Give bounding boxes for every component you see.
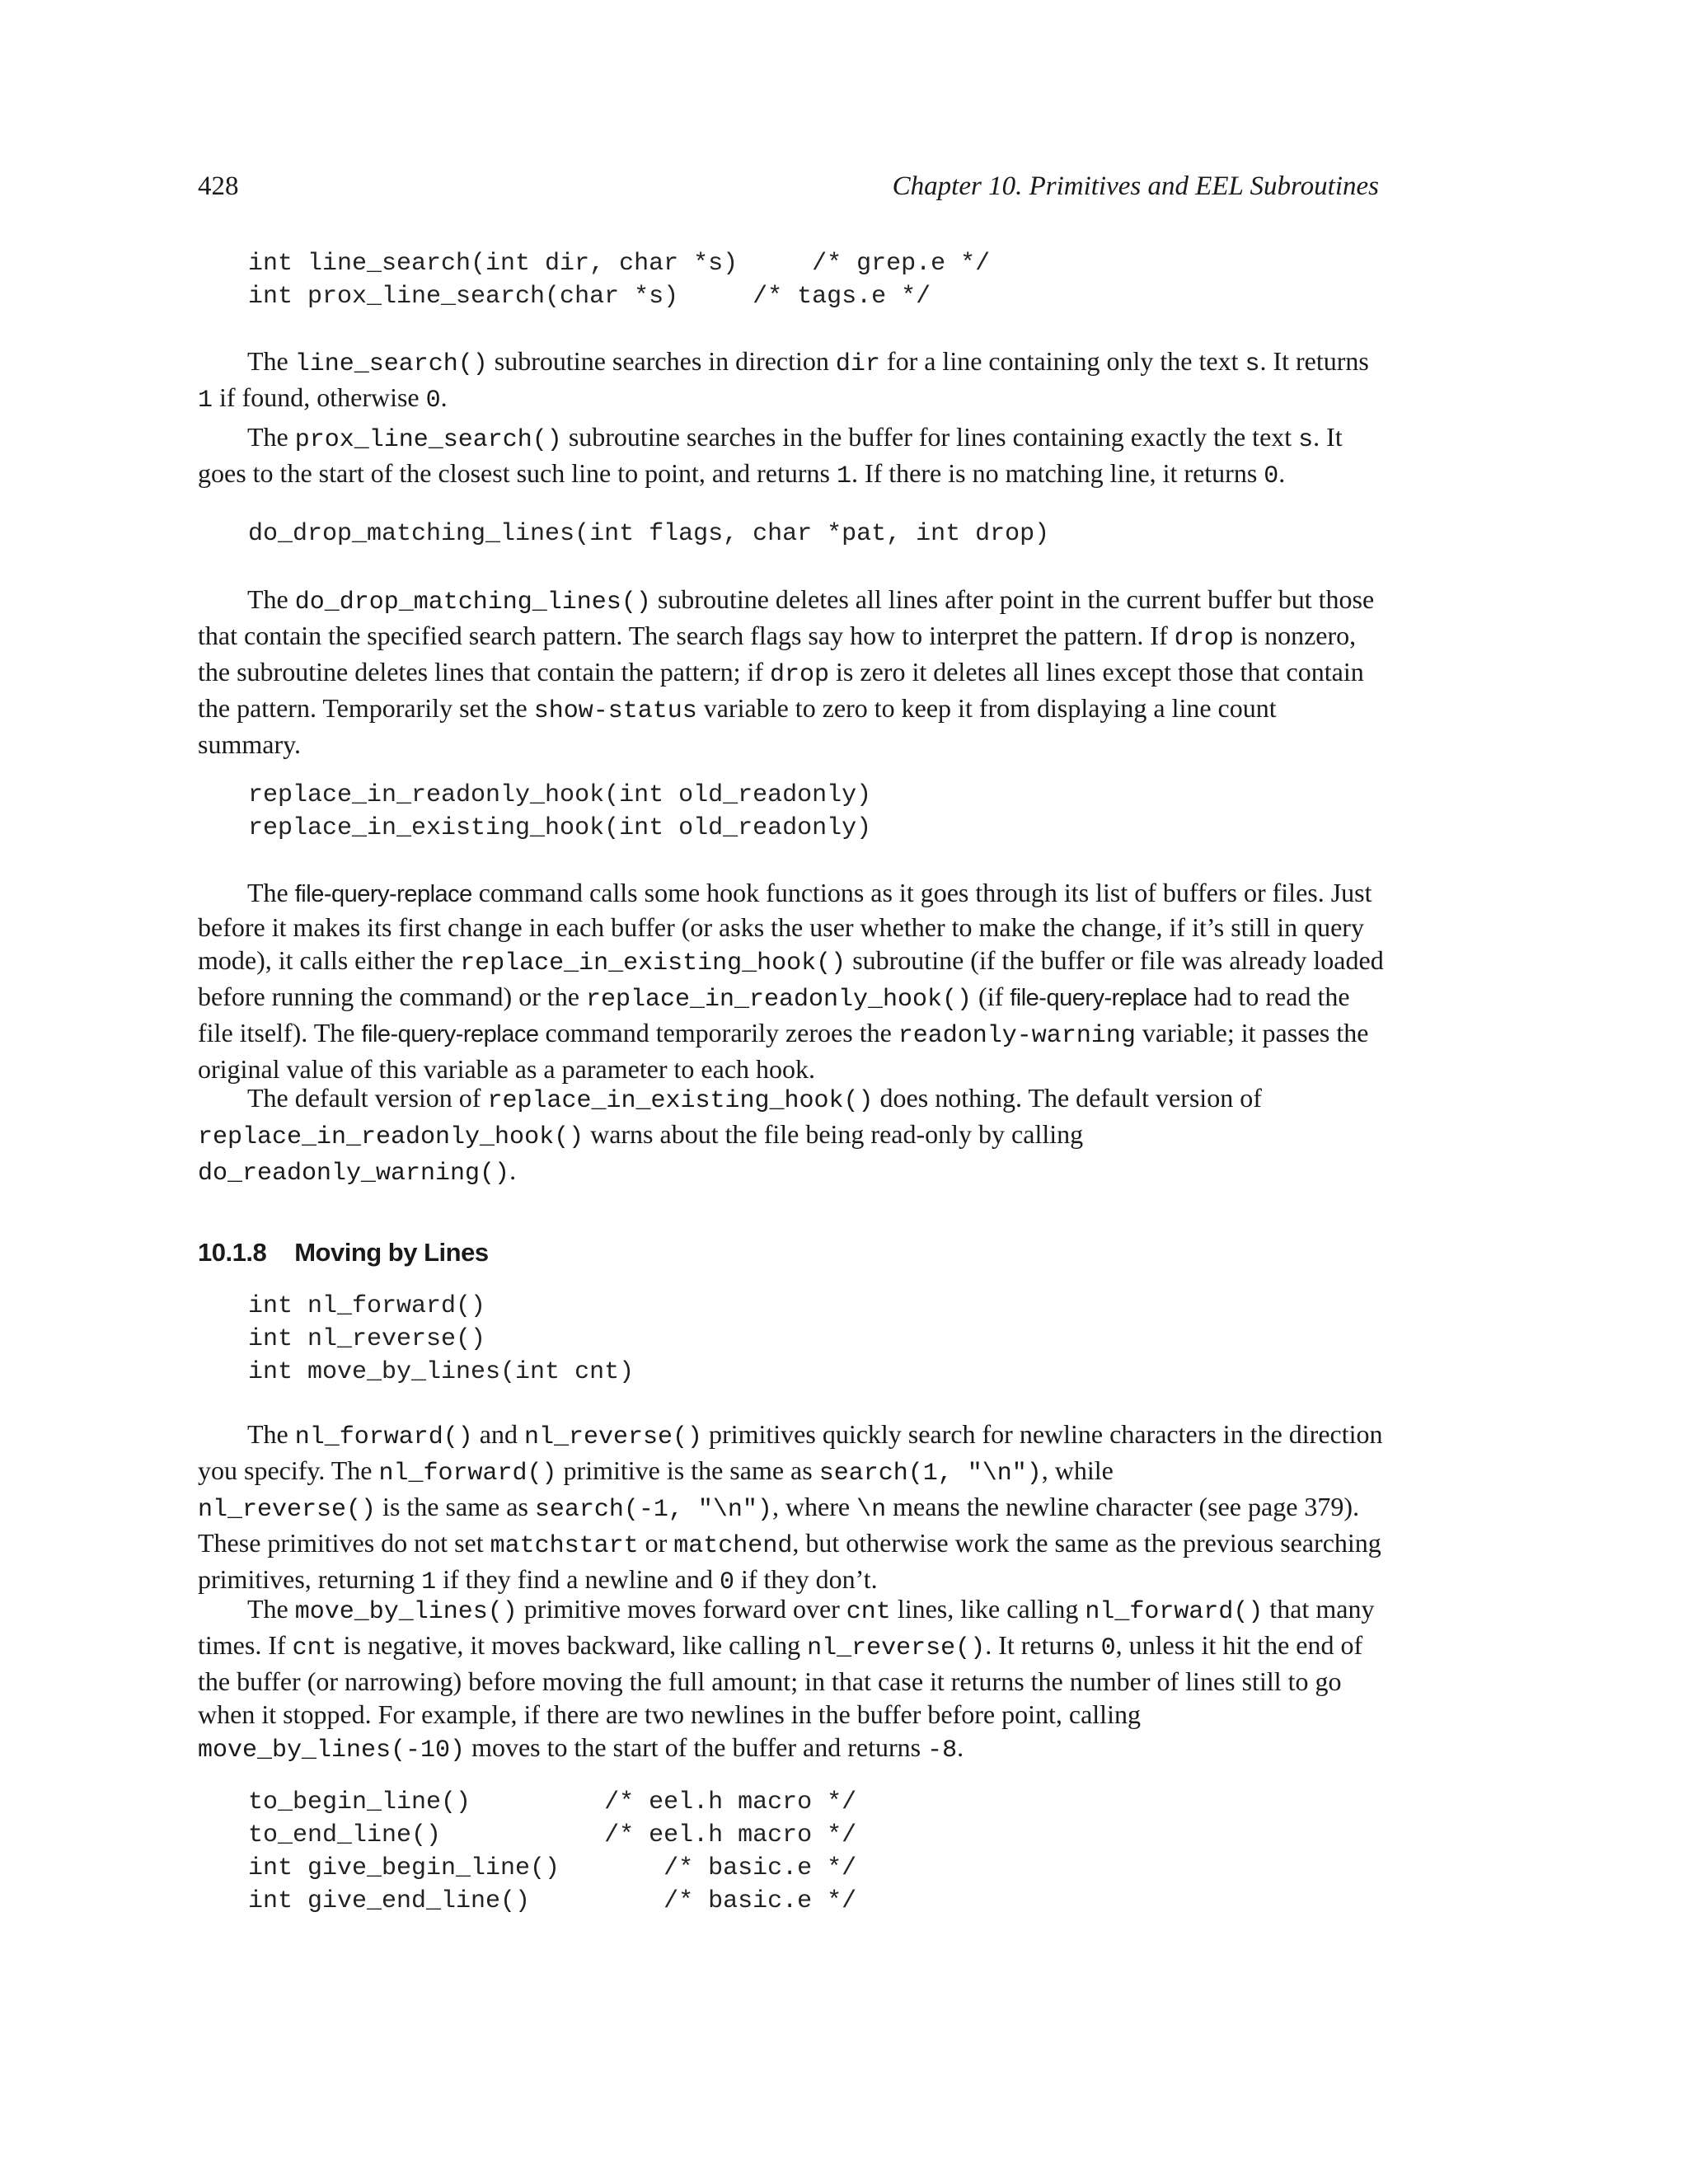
section-heading xyxy=(198,1236,489,1269)
paragraph-move-by-lines: The move_by_lines() primitive moves forward over cnt lines, like calling nl_forward() that many times. If cnt is negative, it moves backward, like calling nl_reverse(). It returns 0, unless it hit the end of the buffer (or narrowing) before moving the full amount; in that case it returns the number of lines still to go when it stopped. For example, if there are two newlines in the buffer before point, calling move_by_lines(-10) moves to the start of the buffer and returns -8. xyxy=(198,1594,1375,1765)
code-replace-hooks: replace_in_readonly_hook(int old_readonly) replace_in_existing_hook(int old_readonly) xyxy=(248,781,872,842)
section-number: 10.1.8 xyxy=(198,1238,267,1267)
page-number: 428 xyxy=(198,171,239,201)
code-line-macros: to_begin_line() /* eel.h macro */ to_end_line() /* eel.h macro */ int give_begin_line() /* basic.e */ int give_end_line() /* basic.e */ xyxy=(248,1788,857,1915)
paragraph-default-hooks: The default version of replace_in_existing_hook() does nothing. The default version of replace_in_readonly_hook() warns about the file being read-only by calling do_readonly_warning(). xyxy=(198,1083,1262,1188)
code-drop-matching: do_drop_matching_lines(int flags, char *pat, int drop) xyxy=(248,520,1050,548)
section-title: Moving by Lines xyxy=(294,1238,489,1267)
running-header: Chapter 10. Primitives and EEL Subroutines xyxy=(892,171,1379,201)
code-line-search: int line_search(int dir, char *s) /* grep.e */ int prox_line_search(char *s) /* tags.e */ xyxy=(248,250,991,311)
code-nl-functions: int nl_forward() int nl_reverse() int move_by_lines(int cnt) xyxy=(248,1292,635,1386)
paragraph-nl-primitives: The nl_forward() and nl_reverse() primitives quickly search for newline characters in the direction you specify. The nl_forward() primitive is the same as search(1, "\n"), while nl_reverse() is the same as search(-1, "\n"), where \n means the newline character (see page 379). These primitives do not set matchstart or matchend, but otherwise work the same as the previous searching primitives, returning 1 if they find a newline and 0 if they don’t. xyxy=(198,1419,1383,1596)
paragraph-replace-hooks: The file-query-replace command calls some hook functions as it goes through its list of buffers or files. Just before it makes its first change in each buffer (or asks the user whether to make the change, if it’s still in query mode), it calls either the replace_in_existing_hook() subroutine (if the buffer or file was already loaded before running the command) or the replace_in_readonly_hook() (if file-query-replace had to read the file itself). The file-query-replace command temporarily zeroes the readonly-warning variable; it passes the original value of this variable as a parameter to each hook. xyxy=(198,878,1384,1084)
paragraph-drop-matching: The do_drop_matching_lines() subroutine deletes all lines after point in the current buffer but those that contain the specified search pattern. The search flags say how to interpret the pattern. If drop is nonzero, the subroutine deletes lines that contain the pattern; if drop is zero it deletes all lines except those that contain the pattern. Temporarily set the show-status variable to zero to keep it from displaying a line count summary. xyxy=(198,584,1375,759)
paragraph-line-search: The line_search() subroutine searches in direction dir for a line containing only the text s. It returns 1 if found, otherwise 0. xyxy=(198,346,1369,415)
paragraph-prox-line-search: The prox_line_search() subroutine searches in the buffer for lines containing exactly the text s. It goes to the start of the closest such line to point, and returns 1. If there is no matching line, it returns 0. xyxy=(198,422,1343,490)
